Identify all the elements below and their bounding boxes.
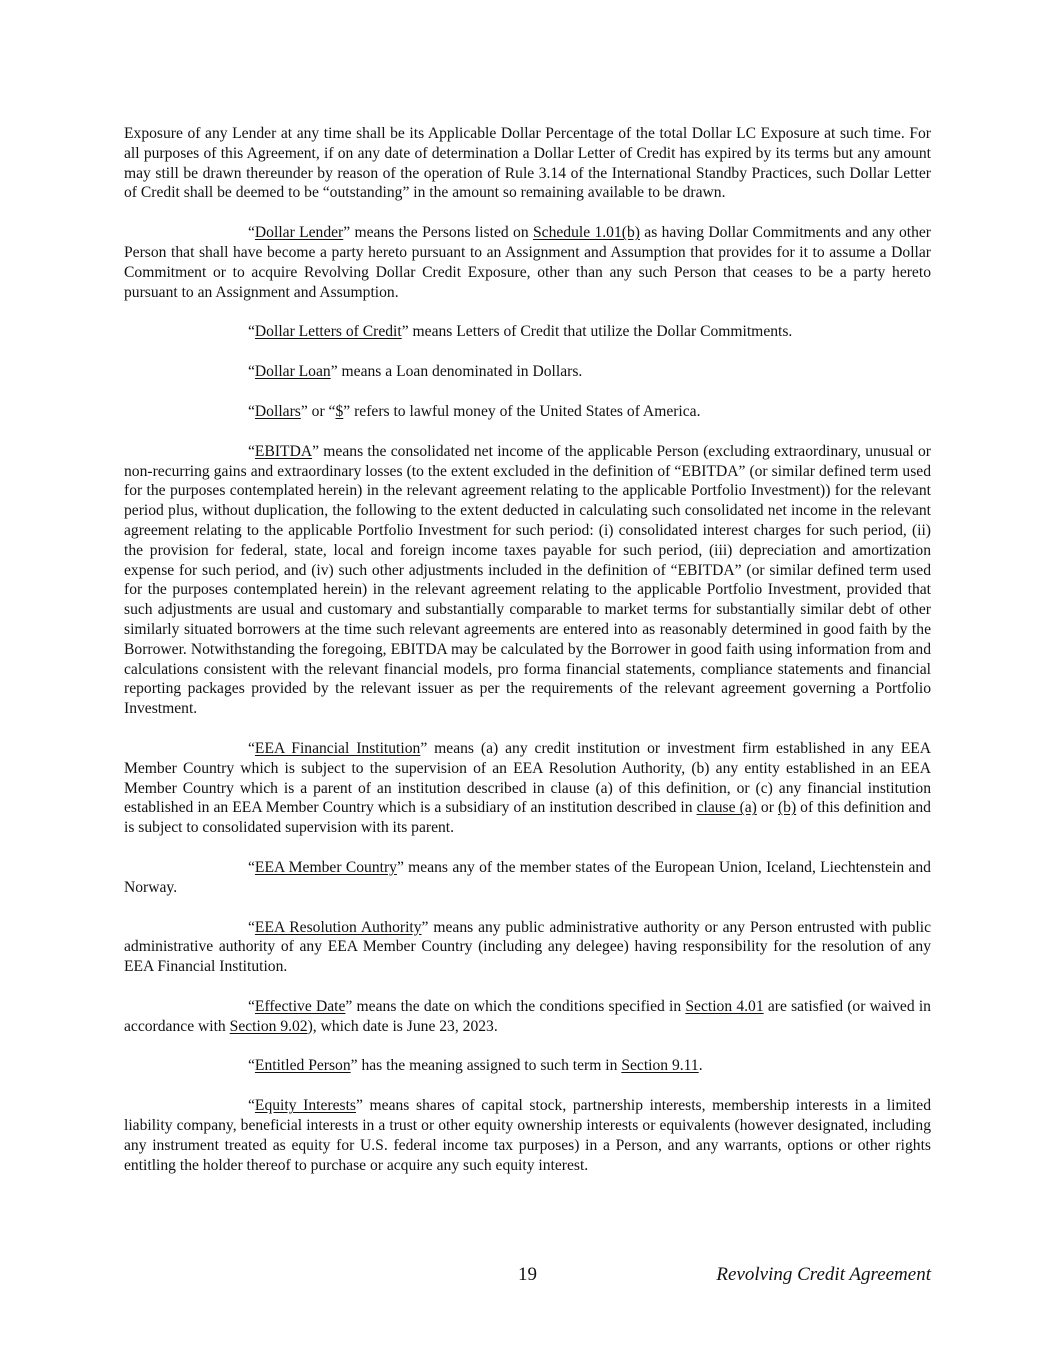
defined-term: Dollar Lender (254, 224, 344, 242)
defined-term: EEA Member Country (254, 858, 397, 876)
defined-term: Entitled Person (254, 1057, 351, 1075)
cross-reference-link[interactable]: Schedule 1.01(b) (532, 224, 640, 242)
page-footer (0, 1264, 1055, 1288)
definition-dollar-lender: “Dollar Lender” means the Persons listed on Schedule 1.01(b) as having Dollar Commitments and any other Person that shall have become a party hereto pursuant to an Assignment and Assumption that provides for it to assume a Dollar Commitment or to acquire Revolving Dollar Credit Exposure, other than any such Person that ceases to be a party hereto pursuant to an Assignment and Assumption. (124, 224, 931, 301)
defined-term: Dollar Loan (254, 363, 331, 381)
defined-term: EEA Resolution Authority (254, 918, 422, 936)
defined-term: Dollars (254, 402, 301, 420)
definition-eea-resolution-authority: “EEA Resolution Authority” means any public administrative authority or any Person entrusted with public administrative authority of any EEA Member Country (including any delegee) having responsibility for the resolution of any EEA Financial Institution. (124, 918, 931, 976)
paragraph-dollar-lc-exposure: Exposure of any Lender at any time shall be its Applicable Dollar Percentage of the total Dollar LC Exposure at such time. For all purposes of this Agreement, if on any date of determination a Dollar Letter of Credit has expired by its terms but any amount may still be drawn thereunder by reason of the operation of Rule 3.14 of the International Standby Practices, such Dollar Letter of Credit shall be deemed to be “outstanding” in the amount so remaining available to be drawn. (124, 125, 931, 202)
defined-term: Effective Date (254, 997, 346, 1015)
document-title: Revolving Credit Agreement (716, 1264, 931, 1285)
definition-eea-financial-institution: “EEA Financial Institution” means (a) any credit institution or investment firm established in any EEA Member Country which is subject to the supervision of an EEA Resolution Authority, (b) any entity established in an EEA Member Country which is a parent of an institution described in clause (a) of this definition, or (c) any financial institution established in an EEA Member Country which is a subsidiary of an institution described in clause (a) or (b) of this definition and is subject to consolidated supervision with its parent. (124, 739, 932, 837)
definition-effective-date: “Effective Date” means the date on which the conditions specified in Section 4.01 are satisfied (or waived in accordance with Section 9.02), which date is June 23, 2023. (124, 997, 931, 1035)
cross-reference-link[interactable]: clause (a) (696, 799, 757, 817)
cross-reference-link[interactable]: Section 9.11 (621, 1057, 699, 1075)
definition-dollars: “Dollars” or “$” refers to lawful money of the United States of America. (248, 402, 701, 420)
defined-term: Dollar Letters of Credit (254, 323, 402, 341)
page-number: 19 (518, 1264, 537, 1285)
defined-term: $ (335, 402, 344, 420)
definition-equity-interests: “Equity Interests” means shares of capital stock, partnership interests, membership interests in a limited liability company, beneficial interests in a trust or other equity ownership interests or equivalents (however designated, including any instrument treated as equity for U.S. federal income tax purposes) in a Person, and any warrants, options or other rights entitling the holder thereof to purchase or acquire any such equity interest. (124, 1097, 931, 1174)
cross-reference-link[interactable]: Section 9.02 (229, 1017, 308, 1035)
defined-term: Equity Interests (254, 1097, 356, 1115)
definition-dollar-letters-of-credit: “Dollar Letters of Credit” means Letters of Credit that utilize the Dollar Commitments. (248, 323, 793, 341)
cross-reference-link[interactable]: (b) (777, 799, 797, 817)
definition-entitled-person: “Entitled Person” has the meaning assigned to such term in Section 9.11. (248, 1057, 703, 1075)
defined-term: EBITDA (254, 442, 313, 460)
defined-term: EEA Financial Institution (254, 739, 421, 757)
cross-reference-link[interactable]: Section 4.01 (685, 997, 764, 1015)
document-page (124, 124, 931, 1175)
definition-dollar-loan: “Dollar Loan” means a Loan denominated in Dollars. (248, 363, 583, 381)
definition-eea-member-country: “EEA Member Country” means any of the member states of the European Union, Iceland, Liechtenstein and Norway. (124, 858, 931, 896)
definition-ebitda: “EBITDA” means the consolidated net income of the applicable Person (excluding extraordinary, unusual or non-recurring gains and extraordinary losses (to the extent excluded in the definition of “EBITDA” (or similar defined term used for the purposes contemplated herein) in the relevant agreement relating to the applicable Portfolio Investment)) for the relevant period plus, without duplication, the following to the extent deducted in calculating such consolidated net income in the relevant agreement relating to the applicable Portfolio Investment for such period: (i) consolidated interest charges for such period, (ii) the provision for federal, state, local and foreign income taxes payable for such period, (iii) depreciation and amortization expense for such period, and (iv) such other adjustments included in the definition of “EBITDA” (or similar defined term used for the purposes contemplated herein) in the relevant agreement relating to the applicable Portfolio Investment, provided that such adjustments are usual and customary and substantially comparable to market terms for substantially similar debt of other similarly situated borrowers at the time such relevant agreements are entered into as reasonably determined in good faith by the Borrower. Notwithstanding the foregoing, EBITDA may be calculated by the Borrower in good faith using information from and calculations consistent with the relevant financial models, pro forma financial statements, compliance statements and financial reporting packages provided by the relevant issuer as per the requirements of the relevant agreement governing a Portfolio Investment. (124, 442, 931, 718)
